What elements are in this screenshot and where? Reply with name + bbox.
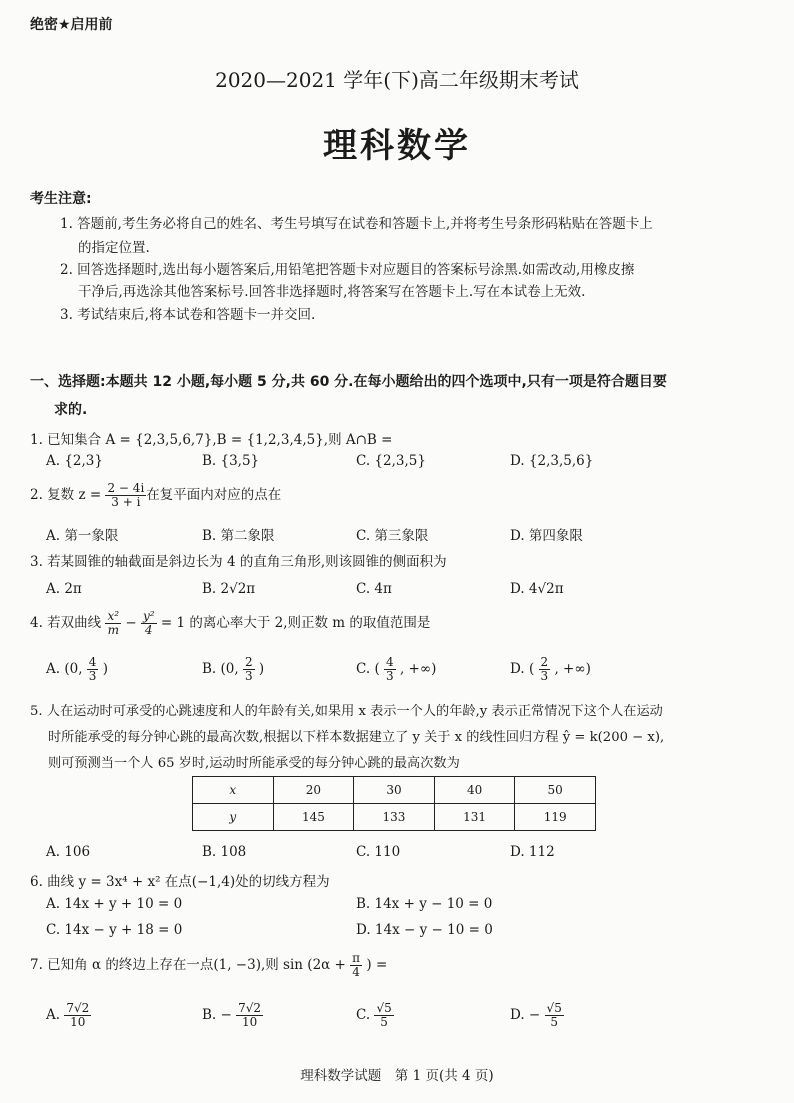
table-cell: 50: [515, 777, 596, 804]
option-den: 3: [88, 669, 97, 684]
question-6-option-d: D. 14x − y − 10 = 0: [356, 922, 493, 938]
table-cell: 131: [434, 804, 515, 831]
option-num: 4: [88, 655, 97, 669]
question-5-option-b: B. 108: [202, 844, 247, 860]
option-num: 7√2: [66, 1001, 90, 1015]
option-fraction: [243, 656, 255, 683]
option-fraction: [384, 656, 396, 683]
option-fraction: [374, 1002, 393, 1029]
option-right: , +∞): [554, 661, 591, 678]
table-row: [193, 804, 596, 831]
question-4-option-c: [356, 656, 436, 683]
option-fraction: [545, 1002, 564, 1029]
option-label: A.: [46, 661, 61, 678]
question-3-option-d: D. 4√2π: [510, 581, 564, 597]
option-label: C.: [356, 661, 371, 678]
option-num: √5: [546, 1001, 562, 1015]
question-3-option-c: C. 4π: [356, 581, 392, 597]
option-fraction: [236, 1002, 263, 1029]
question-4-fraction-y-den: 4: [144, 623, 153, 638]
option-label: D.: [510, 661, 525, 678]
question-7-arg-right: ): [366, 957, 372, 974]
section-heading: 一、选择题:本题共 12 小题,每小题 5 分,共 60 分.在每小题给出的四个选项中,只有一项是符合题目要: [30, 374, 667, 390]
subject-title: 理科数学: [323, 126, 471, 166]
option-den: 3: [540, 669, 549, 684]
question-1-option-c: C. {2,3,5}: [356, 453, 426, 469]
question-7-option-a: [46, 1002, 91, 1029]
question-5-data-table: [192, 776, 596, 831]
notice-item-1: 1. 答题前,考生务必将自己的姓名、考生号填写在试卷和答题卡上,并将考生号条形码粘贴在答题卡上: [60, 216, 653, 232]
notice-item-3: 3. 考试结束后,将本试卷和答题卡一并交回.: [60, 307, 316, 323]
question-4-fraction-x: [105, 610, 121, 637]
question-7-arg-fraction: [350, 952, 362, 979]
table-header-y: y: [193, 804, 274, 831]
option-den: 3: [386, 669, 394, 684]
option-fraction: [539, 656, 551, 683]
question-3-option-b: B. 2√2π: [202, 581, 256, 597]
question-6-option-c: C. 14x − y + 18 = 0: [46, 922, 183, 938]
confidential-mark: 绝密★启用前: [30, 17, 113, 33]
question-7-option-b: [202, 1002, 263, 1029]
question-5-option-d: D. 112: [510, 844, 555, 860]
exam-title: 2020—2021 学年(下)高二年级期末考试: [215, 68, 579, 92]
question-4-stem-prefix: 4. 若双曲线: [30, 615, 102, 632]
option-num: 7√2: [238, 1001, 262, 1015]
question-6-option-a: A. 14x + y + 10 = 0: [46, 896, 183, 912]
option-num: 2: [540, 655, 549, 669]
option-num: 4: [386, 655, 394, 669]
table-row: [193, 777, 596, 804]
question-2-stem-suffix: 在复平面内对应的点在: [146, 487, 282, 504]
question-5-option-a: A. 106: [46, 844, 91, 860]
option-left: (: [374, 661, 380, 678]
option-fraction: [87, 656, 99, 683]
notice-heading: 考生注意:: [30, 191, 92, 207]
option-right: , +∞): [399, 661, 437, 678]
question-4-option-a: [46, 656, 108, 683]
notice-item-1-cont: 的指定位置.: [78, 240, 150, 256]
question-7-arg-den: 4: [352, 965, 360, 980]
option-fraction: [64, 1002, 91, 1029]
question-6-option-b: B. 14x + y − 10 = 0: [356, 896, 493, 912]
question-2-stem-prefix: 2. 复数 z =: [30, 487, 102, 504]
question-5-line-3: 则可预测当一个人 65 岁时,运动时所能承受的每分钟心跳的最高次数为: [48, 756, 460, 771]
question-7-arg-num: π: [352, 951, 361, 965]
option-den: 3: [244, 669, 253, 684]
option-label: A.: [46, 1007, 61, 1024]
option-den: 5: [380, 1015, 388, 1030]
question-2-option-d: D. 第四象限: [510, 528, 583, 544]
question-7-stem-suffix: =: [375, 957, 388, 974]
option-right: ): [102, 661, 109, 678]
question-4-option-d: [510, 656, 591, 683]
question-2-option-a: A. 第一象限: [46, 528, 119, 544]
question-4-fraction-y: [141, 610, 157, 637]
question-4-stem: [30, 610, 430, 637]
question-1-stem: 1. 已知集合 A = {2,3,5,6,7},B = {1,2,3,4,5},则 A∩B =: [30, 432, 393, 448]
question-2-numerator: 2 − 4i: [107, 481, 145, 495]
question-7-stem: [30, 952, 387, 979]
table-cell: 30: [354, 777, 435, 804]
option-left: (0,: [64, 661, 83, 678]
question-4-fraction-x-num: x²: [107, 609, 120, 623]
option-den: 10: [70, 1015, 86, 1030]
option-label: B.: [202, 661, 217, 678]
notice-item-2-cont: 干净后,再选涂其他答案标号.回答非选择题时,将答案写在答题卡上.写在本试卷上无效.: [78, 284, 586, 300]
page-footer: 理科数学试题 第 1 页(共 4 页): [300, 1068, 494, 1084]
question-7-arg-left: (2α +: [307, 957, 346, 974]
table-cell: 133: [354, 804, 435, 831]
question-4-fraction-x-den: m: [107, 623, 119, 638]
question-5-option-c: C. 110: [356, 844, 401, 860]
table-cell: 119: [515, 804, 596, 831]
question-1-option-b: B. {3,5}: [202, 453, 260, 469]
question-4-option-b: [202, 656, 264, 683]
question-2-stem: [30, 482, 281, 509]
question-2-option-b: B. 第二象限: [202, 528, 275, 544]
question-4-fraction-y-num: y²: [142, 609, 155, 623]
option-label: C.: [356, 1007, 371, 1024]
question-7-option-c: [356, 1002, 394, 1029]
question-2-denominator: 3 + i: [111, 495, 141, 510]
table-cell: 145: [273, 804, 354, 831]
option-den: 5: [550, 1015, 558, 1030]
question-1-option-a: A. {2,3}: [46, 453, 103, 469]
question-2-option-c: C. 第三象限: [356, 528, 429, 544]
option-den: 10: [241, 1015, 258, 1030]
question-3-option-a: A. 2π: [46, 581, 82, 597]
question-5-line-2: 时所能承受的每分钟心跳的最高次数,根据以下样本数据建立了 y 关于 x 的线性回归方程 ŷ = k(200 − x),: [48, 730, 665, 745]
question-4-minus: −: [125, 615, 137, 632]
option-right: ): [258, 661, 265, 678]
table-cell: 40: [434, 777, 515, 804]
option-num: 2: [244, 655, 253, 669]
question-2-fraction: [105, 482, 146, 509]
option-label: D. −: [510, 1007, 541, 1024]
question-4-stem-suffix: = 1 的离心率大于 2,则正数 m 的取值范围是: [160, 615, 431, 632]
notice-item-2: 2. 回答选择题时,选出每小题答案后,用铅笔把答题卡对应题目的答案标号涂黑.如需改动,用橡皮擦: [60, 262, 635, 278]
option-left: (0,: [220, 661, 239, 678]
table-cell: 20: [273, 777, 354, 804]
question-5-line-1: 5. 人在运动时可承受的心跳速度和人的年龄有关,如果用 x 表示一个人的年龄,y 表示正常情况下这个人在运动: [30, 704, 663, 719]
question-7-option-d: [510, 1002, 564, 1029]
question-1-option-d: D. {2,3,5,6}: [510, 453, 594, 469]
option-num: √5: [376, 1001, 392, 1015]
section-heading-cont: 求的.: [54, 402, 88, 418]
option-label: B. −: [202, 1007, 232, 1024]
option-left: (: [528, 661, 535, 678]
question-3-stem: 3. 若某圆锥的轴截面是斜边长为 4 的直角三角形,则该圆锥的侧面积为: [30, 554, 447, 570]
question-6-stem: 6. 曲线 y = 3x⁴ + x² 在点(−1,4)处的切线方程为: [30, 874, 330, 890]
table-header-x: x: [193, 777, 274, 804]
question-7-stem-prefix: 7. 已知角 α 的终边上存在一点(1, −3),则 sin: [30, 957, 303, 974]
